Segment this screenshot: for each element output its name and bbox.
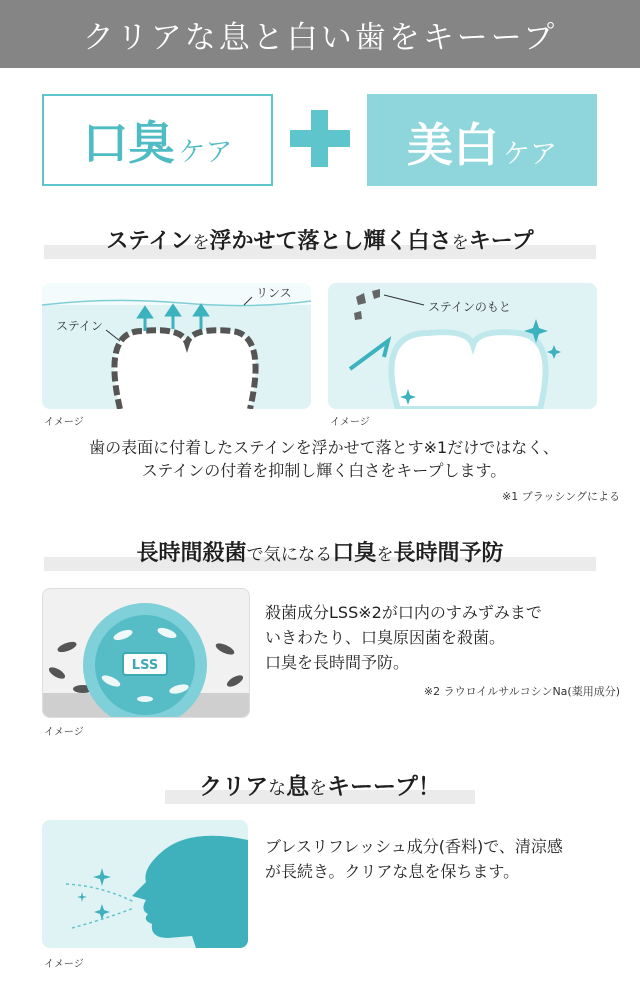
rinse-label: リンス [256, 286, 292, 300]
image-caption: イメージ [330, 417, 370, 428]
section-title-clear-breath: クリアな息をキーープ！ [199, 774, 441, 800]
stain-prevention-illustration [328, 283, 597, 409]
footnote-brushing: ※1 ブラッシングによる [502, 490, 620, 503]
section-title-sterilization: 長時間殺菌で気になる口臭を長時間予防 [136, 541, 504, 566]
header-banner [0, 0, 640, 68]
care-label-right: ケア [503, 139, 557, 170]
image-caption: イメージ [44, 959, 84, 970]
sterilization-description: 殺菌成分LSS※2が口内のすみずみまで いきわたり、口臭原因菌を殺菌。 口臭を長時間予防。 [265, 603, 542, 672]
footnote-ingredient: ※2 ラウロイルサルコシンNa(薬用成分) [423, 685, 620, 698]
whitening-care-box [367, 94, 597, 186]
image-caption: イメージ [44, 727, 84, 738]
bad-breath-label: 口臭 [82, 116, 175, 170]
section-title-stain: ステインを浮かせて落とし輝く白さをキープ [106, 229, 534, 254]
stain-origin-label: ステインのもと [428, 300, 511, 314]
whitening-label: 美白 [407, 118, 499, 172]
stain-label: ステイン [56, 319, 103, 333]
lss-badge: LSS [131, 658, 159, 673]
fresh-breath-illustration [42, 820, 248, 948]
image-caption: イメージ [44, 417, 84, 428]
stain-lift-illustration [42, 283, 311, 409]
plus-icon-vertical [311, 110, 328, 167]
lss-sterilization-illustration [42, 588, 250, 718]
care-label-left: ケア [178, 137, 233, 168]
bad-breath-care-box [42, 94, 273, 186]
page-title: クリアな息と白い歯をキーープ [82, 19, 558, 56]
fresh-breath-description: ブレスリフレッシュ成分(香料)で、清涼感 が長続き。クリアな息を保ちます。 [265, 837, 563, 881]
stain-description: 歯の表面に付着したステインを浮かせて落とす※1だけではなく、 ステインの付着を抑制し輝く白さをキープします。 [89, 438, 559, 480]
